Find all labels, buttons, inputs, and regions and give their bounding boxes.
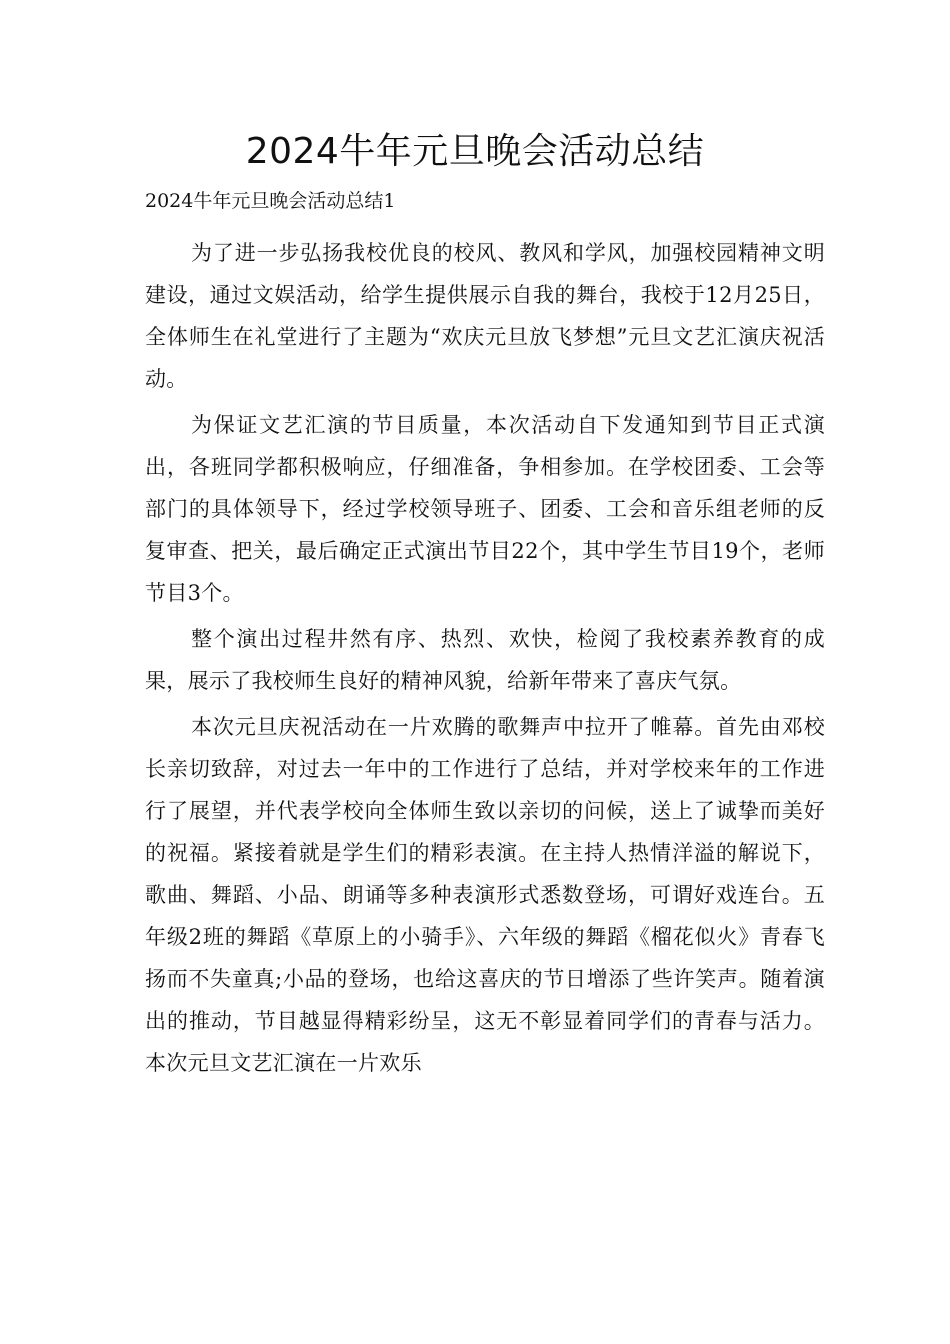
paragraph-1: 为了进一步弘扬我校优良的校风、教风和学风，加强校园精神文明建设，通过文娱活动，给学生提供展示自我的舞台，我校于12月25日，全体师生在礼堂进行了主题为“欢庆元旦放飞梦想”元旦文艺汇演庆祝活动。 <box>145 241 825 391</box>
document-body <box>145 232 825 1088</box>
paragraph-4: 本次元旦庆祝活动在一片欢腾的歌舞声中拉开了帷幕。首先由邓校长亲切致辞，对过去一年中的工作进行了总结，并对学校来年的工作进行了展望，并代表学校向全体师生致以亲切的问候，送上了诚挚而美好的祝福。紧接着就是学生们的精彩表演。在主持人热情洋溢的解说下，歌曲、舞蹈、小品、朗诵等多种表演形式悉数登场，可谓好戏连台。五年级2班的舞蹈《草原上的小骑手》、六年级的舞蹈《榴花似火》青春飞扬而不失童真;小品的登场，也给这喜庆的节日增添了些许笑声。随着演出的推动，节目越显得精彩纷呈，这无不彰显着同学们的青春与活力。本次元旦文艺汇演在一片欢乐 <box>145 715 825 1075</box>
section-heading: 2024牛年元旦晚会活动总结1 <box>145 190 396 212</box>
paragraph-3: 整个演出过程井然有序、热烈、欢快，检阅了我校素养教育的成果，展示了我校师生良好的精神风貌，给新年带来了喜庆气氛。 <box>145 627 825 693</box>
paragraph-2: 为保证文艺汇演的节目质量，本次活动自下发通知到节目正式演出，各班同学都积极响应，仔细准备，争相参加。在学校团委、工会等部门的具体领导下，经过学校领导班子、团委、工会和音乐组老师的反复审查、把关，最后确定正式演出节目22个，其中学生节目19个，老师节目3个。 <box>145 413 825 605</box>
document-title: 2024牛年元旦晚会活动总结 <box>245 131 705 172</box>
